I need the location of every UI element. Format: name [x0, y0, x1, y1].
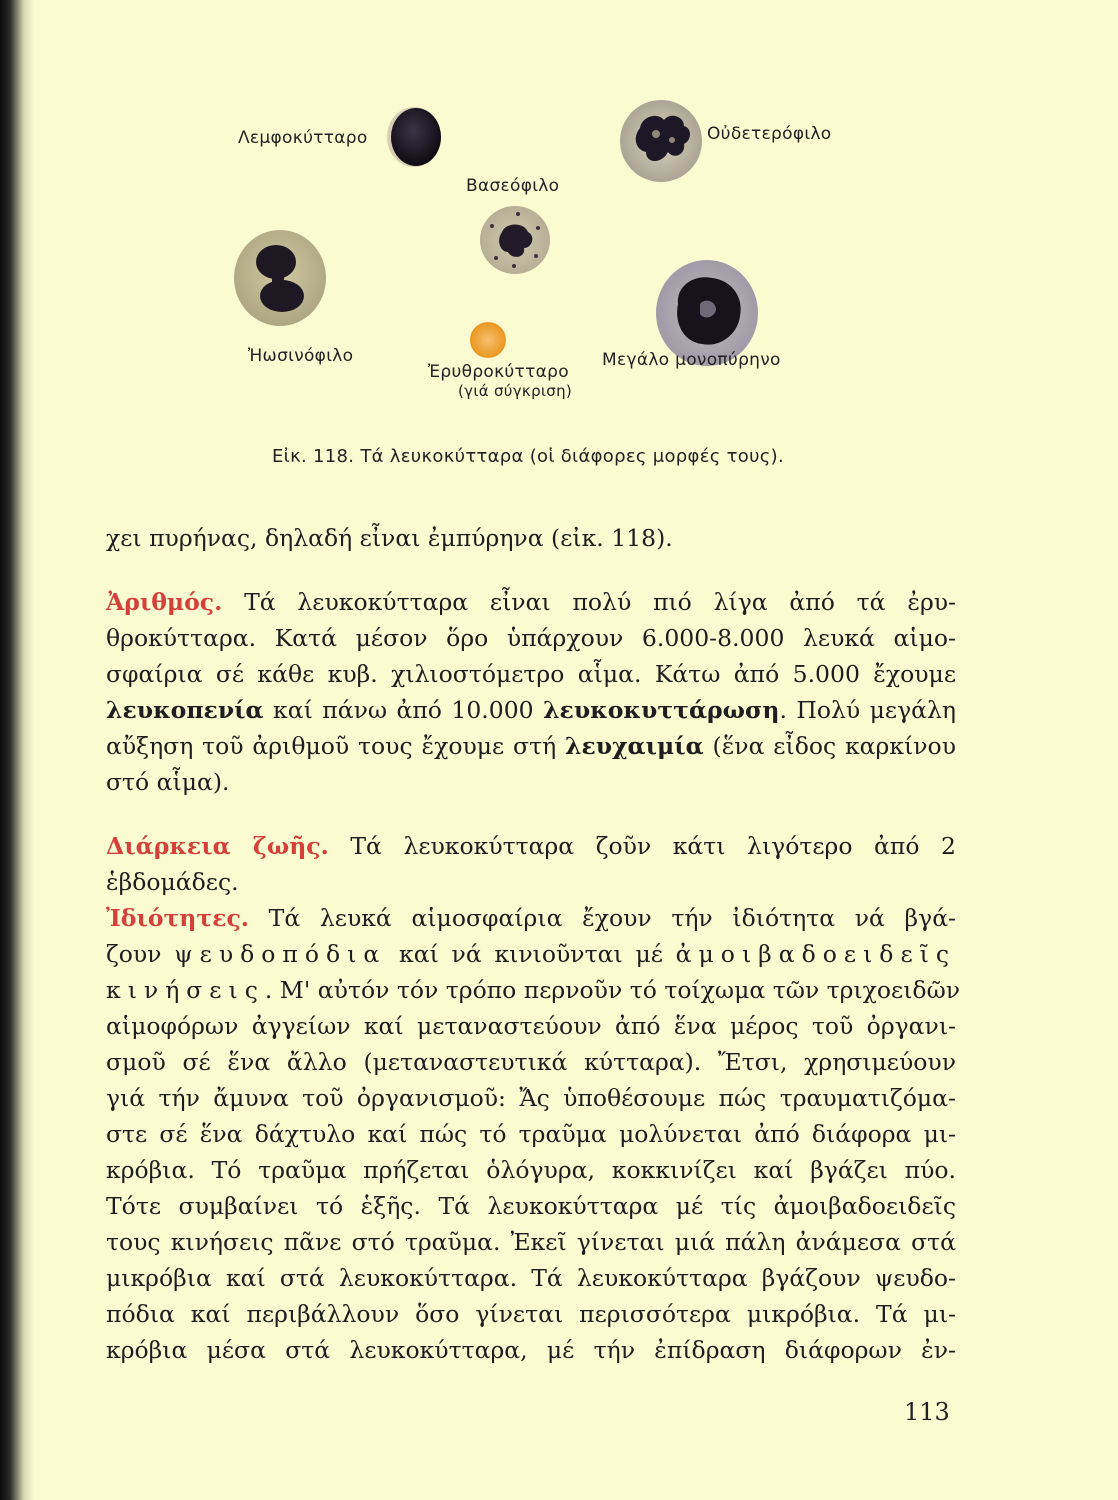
text-line: μικρόβια καί στά λευκοκύτταρα. Τά λευκοκύτταρα βγάζουν ψευδο- [106, 1264, 956, 1292]
figure-118 [0, 0, 1118, 480]
text-line: ἑβδομάδες. [106, 868, 239, 896]
text-span: καί νά κινιοῦνται μέ [386, 940, 676, 968]
text-span: . Πολύ μεγάλη [779, 696, 956, 724]
paragraph-properties [106, 900, 961, 1368]
text-span: (ἕνα εἶδος καρκίνου [703, 732, 956, 760]
paragraph-number [106, 584, 956, 800]
term-leukemia: λευχαιμία [565, 732, 704, 760]
section-heading-number: Ἀριθμός. [106, 588, 223, 616]
monocyte-label: Μεγάλο μονοπύρηνο [602, 350, 781, 370]
text-span: Τά λευκοκύτταρα εἶναι πολύ πιό λίγα ἀπό τά ἐρυ- [222, 588, 956, 616]
erythrocyte-label: Ἐρυθροκύτταρο [428, 362, 569, 382]
section-heading-lifespan: Διάρκεια ζωῆς. [106, 832, 329, 860]
paragraph-lifespan [106, 828, 956, 900]
text-span: . Μ' αὐτόν τόν τρόπο περνοῦν τό τοίχωμα τῶν τριχοειδῶν [264, 976, 961, 1004]
term-leukocytosis: λευκοκυττάρωση [543, 696, 780, 724]
text-span: Τά λευκά αἱμοσφαίρια ἔχουν τήν ἰδιότητα νά βγά- [249, 904, 956, 932]
text-line: θροκύτταρα. Κατά μέσον ὅρο ὑπάρχουν 6.000-8.000 λευκά αἱμο- [106, 624, 956, 652]
erythrocyte-cell-image [468, 320, 508, 360]
body-text [106, 520, 961, 1368]
basophil-label: Βασεόφιλο [466, 176, 560, 196]
text-line: κρόβια. Τό τραῦμα πρήζεται ὁλόγυρα, κοκκινίζει καί βγάζει πύο. [106, 1156, 956, 1184]
basophil-cell-image [478, 204, 552, 276]
section-heading-properties: Ἰδιότητες. [106, 904, 249, 932]
term-leukopenia: λευκοπενία [106, 696, 264, 724]
text-span: καί πάνω ἀπό 10.000 [263, 696, 544, 724]
text-line: τους κινήσεις πᾶνε στό τραῦμα. Ἐκεῖ γίνεται μιά πάλη ἀνάμεσα στά [106, 1228, 956, 1256]
text-span: ζουν [106, 940, 175, 968]
lymphocyte-label: Λεμφοκύτταρο [238, 128, 368, 148]
eosinophil-label: Ἠωσινόφιλο [248, 346, 354, 366]
erythrocyte-label-note: (γιά σύγκριση) [458, 382, 573, 400]
page-number: 113 [904, 1398, 950, 1426]
eosinophil-cell-image [232, 228, 328, 328]
text-line: πόδια καί περιβάλλουν ὅσο γίνεται περισσότερα μικρόβια. Τά μι- [106, 1300, 956, 1328]
text-line: Τότε συμβαίνει τό ἑξῆς. Τά λευκοκύτταρα μέ τίς ἀμοιβαδοειδεῖς [106, 1192, 956, 1220]
text-line: στό αἷμα). [106, 768, 230, 796]
term-amoeboid: ἀμοιβαδοειδεῖς [675, 940, 956, 968]
lymphocyte-cell-image [384, 104, 444, 170]
text-line: χει πυρήνας, δηλαδή εἶναι ἐμπύρηνα (εἰκ. 118). [106, 524, 673, 552]
neutrophil-cell-image [618, 98, 704, 184]
text-span: Τά λευκοκύτταρα ζοῦν κάτι λιγότερο ἀπό 2 [328, 832, 956, 860]
neutrophil-label: Οὐδετερόφιλο [707, 124, 832, 144]
text-line: γιά τήν ἄμυνα τοῦ ὀργανισμοῦ: Ἄς ὑποθέσουμε πώς τραυματιζόμα- [106, 1084, 956, 1112]
term-movements: κινήσεις [106, 976, 265, 1004]
text-line: κρόβια μέσα στά λευκοκύτταρα, μέ τήν ἐπίδραση διάφορων ἐν- [106, 1336, 956, 1364]
text-line: σμοῦ σέ ἕνα ἄλλο (μεταναστευτικά κύτταρα). Ἔτσι, χρησιμεύουν [106, 1048, 956, 1076]
paragraph-continuation [106, 520, 956, 556]
text-line: σφαίρια σέ κάθε κυβ. χιλιοστόμετρο αἷμα. Κάτω ἀπό 5.000 ἔχουμε [106, 660, 956, 688]
figure-caption: Εἰκ. 118. Τά λευκοκύτταρα (οἱ διάφορες μορφές τους). [272, 446, 784, 467]
text-line: αἱμοφόρων ἀγγείων καί μεταναστεύουν ἀπό ἕνα μέρος τοῦ ὀργανι- [106, 1012, 956, 1040]
term-pseudopodia: ψευδοπόδια [174, 940, 387, 968]
text-line: στε σέ ἕνα δάχτυλο καί πώς τό τραῦμα μολύνεται ἀπό διάφορα μι- [106, 1120, 956, 1148]
text-span: αὔξηση τοῦ ἀριθμοῦ τους ἔχουμε στή [106, 732, 566, 760]
